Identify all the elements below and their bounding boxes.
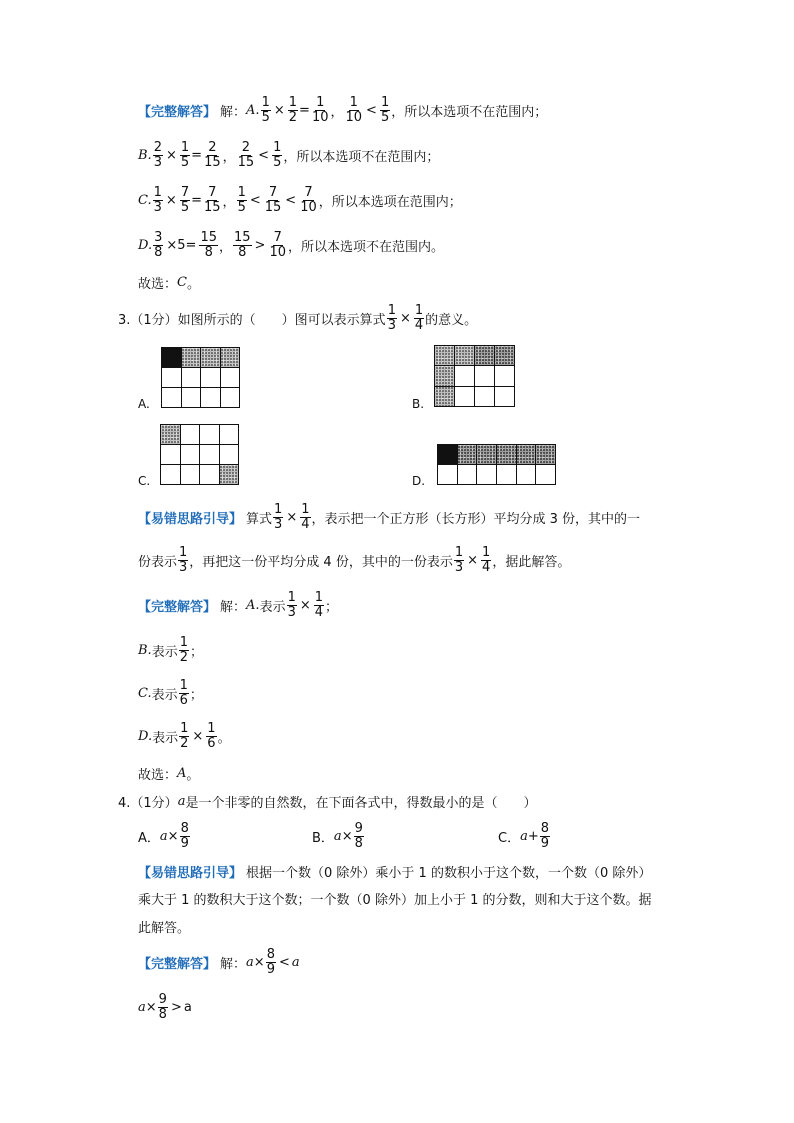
- option-label: B．: [312, 831, 334, 846]
- full-answer-tag: 【完整解答】: [138, 957, 217, 972]
- fraction: $\frac{1}{4}$: [482, 545, 491, 575]
- q2-answer-line-b: [138, 141, 439, 170]
- option-b-grid: [434, 345, 515, 407]
- fraction: 7 10: [300, 185, 317, 215]
- fraction: 1 6: [179, 678, 188, 708]
- variable: a: [138, 1000, 146, 1015]
- question-text: 4.（1分）: [118, 796, 178, 811]
- option-c-label: C.: [138, 474, 151, 488]
- option-letter: D.: [138, 729, 153, 744]
- operator: ×: [299, 598, 311, 613]
- q2-answer-line-a: [138, 96, 547, 125]
- fraction: $\frac{1}{2}$: [180, 721, 189, 751]
- operator: ×5=: [166, 238, 197, 253]
- question-text: 3.（1分）如图所示的（ ）图可以表示算式: [118, 313, 386, 328]
- option-a-grid: [161, 347, 240, 408]
- q4-answer-line1: [138, 948, 300, 977]
- q3-answer-line-b: [138, 636, 203, 665]
- text: ，: [222, 150, 236, 165]
- operator: <: [249, 193, 261, 208]
- operator: =: [191, 193, 202, 208]
- fraction: $\frac{9}{8}$: [158, 992, 167, 1022]
- text: 解：: [220, 957, 247, 972]
- operator: ×: [165, 148, 177, 163]
- option-d-grid: [437, 444, 556, 485]
- fraction: $\frac{1}{5}$: [261, 95, 270, 125]
- q3-answer-line-a: [138, 591, 338, 620]
- answer-letter: A: [177, 766, 187, 781]
- operator: =: [191, 148, 203, 163]
- operator: <: [285, 193, 297, 208]
- fraction: $\frac{1}{4}$: [301, 502, 310, 532]
- text: 解：: [220, 105, 247, 120]
- hint-tag: 【易错思路引导】: [138, 512, 243, 527]
- option-b-label: B.: [412, 397, 425, 411]
- fraction: $\frac{1}{2}$: [288, 95, 298, 125]
- q3-hint-line2: [138, 546, 570, 575]
- operator: +: [527, 829, 539, 844]
- text: ；: [189, 688, 203, 703]
- option-letter: C.: [138, 686, 152, 701]
- text: 故选：: [138, 768, 178, 783]
- text: ，表示把一个正方形（长方形）平均分成 3 份，其中的一: [311, 512, 641, 527]
- operator: >: [254, 238, 266, 253]
- variable: a: [246, 955, 254, 970]
- variable: a: [333, 829, 342, 844]
- fraction: 7 15: [264, 185, 282, 215]
- fraction: $\frac{1}{3}$: [387, 303, 396, 333]
- text: ；: [325, 600, 339, 615]
- option-c-grid: [160, 424, 239, 485]
- fraction: $\frac{1}{3}$: [153, 185, 162, 215]
- fraction: $\frac{8}{9}$: [266, 947, 275, 977]
- q4-hint-line3: [138, 917, 190, 936]
- option-label: C．: [498, 831, 521, 846]
- text: 表示: [151, 645, 178, 660]
- operator: ×: [341, 829, 353, 844]
- fraction: 1 3: [179, 545, 188, 575]
- text: 故选：: [138, 277, 178, 292]
- q2-answer-line-d: [138, 231, 444, 260]
- operator: >: [170, 1000, 182, 1015]
- variable: a: [291, 955, 300, 970]
- option-letter: A.: [246, 598, 260, 613]
- q4-option-c: [498, 822, 551, 851]
- operator: <: [278, 955, 290, 970]
- fraction: $\frac{2}{3}$: [153, 140, 162, 170]
- text: ；: [189, 645, 203, 660]
- fraction: 1 2: [179, 635, 188, 665]
- operator: =: [299, 103, 310, 118]
- fraction: 1 10: [345, 95, 363, 125]
- full-answer-tag: 【完整解答】: [138, 600, 217, 615]
- text: ，所以本选项不在范围内；: [283, 150, 440, 165]
- q4-option-b: [312, 822, 365, 851]
- operator: <: [366, 103, 377, 118]
- option-letter: A.: [246, 103, 260, 118]
- q4-answer-line2: [138, 993, 192, 1022]
- text: 份表示: [138, 555, 178, 570]
- full-answer-tag: 【完整解答】: [138, 105, 217, 120]
- variable: a: [177, 794, 186, 809]
- text: 乘大于 1 的数积大于这个数；一个数（0 除外）加上小于 1 的分数，则和大于这个数。据: [138, 893, 652, 908]
- operator: ×: [167, 829, 179, 844]
- operator: ×: [399, 311, 411, 326]
- fraction: 1 5: [380, 95, 390, 125]
- text: ，所以本选项在范围内；: [318, 195, 462, 210]
- variable: a: [520, 829, 528, 844]
- text: ，: [218, 240, 232, 255]
- option-letter: B.: [138, 643, 152, 658]
- q3-answer-line-d: [138, 722, 231, 751]
- fraction: 7 10: [269, 230, 286, 260]
- operator: ×: [273, 103, 285, 118]
- fraction: $\frac{1}{5}$: [180, 140, 190, 170]
- option-a-label: A.: [138, 397, 150, 411]
- q2-answer-line-c: [138, 186, 462, 215]
- operator: ×: [145, 1000, 157, 1015]
- text: 算式: [246, 512, 273, 527]
- q3-stem: [118, 304, 477, 333]
- text: 解：: [220, 600, 247, 615]
- q3-answer-line-c: [138, 679, 203, 708]
- q4-option-a: [138, 822, 191, 851]
- operator: ×: [467, 553, 479, 568]
- answer-letter: C: [177, 275, 187, 290]
- q3-hint-line1: [138, 503, 640, 532]
- operator: <: [258, 148, 270, 163]
- operator: ×: [165, 193, 177, 208]
- fraction: 15 8: [234, 230, 251, 260]
- fraction: $\frac{8}{9}$: [540, 821, 550, 851]
- operator: ×: [192, 729, 204, 744]
- fraction: $\frac{7}{5}$: [180, 185, 190, 215]
- text: 表示: [151, 688, 178, 703]
- q3-choose-line: [138, 764, 199, 783]
- question-text: 的意义。: [425, 313, 478, 328]
- fraction: $\frac{15}{8}$: [200, 230, 217, 260]
- text: 表示: [259, 600, 286, 615]
- text: 根据一个数（0 除外）乘小于 1 的数积小于这个数，一个数（0 除外）: [246, 866, 652, 881]
- fraction: $\frac{8}{9}$: [180, 821, 189, 851]
- fraction: $\frac{1}{6}$: [207, 721, 216, 751]
- text: ，再把这一份平均分成 4 份，其中的一份表示: [189, 555, 453, 570]
- fraction: $\frac{2}{15}$: [204, 140, 221, 170]
- fraction: 1 5: [273, 140, 282, 170]
- fraction: $\frac{1}{4}$: [314, 590, 324, 620]
- option-letter: B.: [138, 148, 152, 163]
- variable: a: [183, 1000, 192, 1015]
- option-label: A．: [138, 831, 160, 846]
- q2-choose-line: [138, 273, 200, 292]
- text: ，: [222, 195, 236, 210]
- fraction: $\frac{1}{3}$: [287, 590, 296, 620]
- text: 。: [217, 731, 231, 746]
- option-letter: D.: [138, 238, 153, 253]
- fraction: 1 5: [237, 185, 246, 215]
- text: 表示: [152, 731, 179, 746]
- fraction: $\frac{1}{4}$: [414, 303, 424, 333]
- text: ，: [330, 105, 344, 120]
- fraction: 2 15: [237, 140, 255, 170]
- q4-stem: [118, 792, 536, 811]
- text: 此解答。: [138, 921, 191, 936]
- text: ，所以本选项不在范围内。: [288, 240, 445, 255]
- option-d-label: D.: [412, 474, 426, 488]
- text: 。: [186, 768, 200, 783]
- option-letter: C.: [138, 193, 152, 208]
- variable: a: [159, 829, 168, 844]
- fraction: $\frac{3}{8}$: [154, 230, 163, 260]
- operator: ×: [286, 510, 298, 525]
- question-text: 是一个非零的自然数，在下面各式中，得数最小的是（ ）: [185, 796, 537, 811]
- fraction: $\frac{7}{15}$: [204, 185, 221, 215]
- text: 。: [186, 277, 200, 292]
- text: ，所以本选项不在范围内；: [391, 105, 548, 120]
- hint-tag: 【易错思路引导】: [138, 866, 243, 881]
- q4-hint-line1: [138, 862, 651, 881]
- fraction: $\frac{1}{3}$: [454, 545, 464, 575]
- text: ，据此解答。: [492, 555, 571, 570]
- operator: ×: [253, 955, 265, 970]
- fraction: $\frac{1}{3}$: [274, 502, 283, 532]
- q4-hint-line2: [138, 889, 651, 908]
- fraction: $\frac{9}{8}$: [354, 821, 363, 851]
- fraction: $\frac{1}{10}$: [311, 95, 329, 125]
